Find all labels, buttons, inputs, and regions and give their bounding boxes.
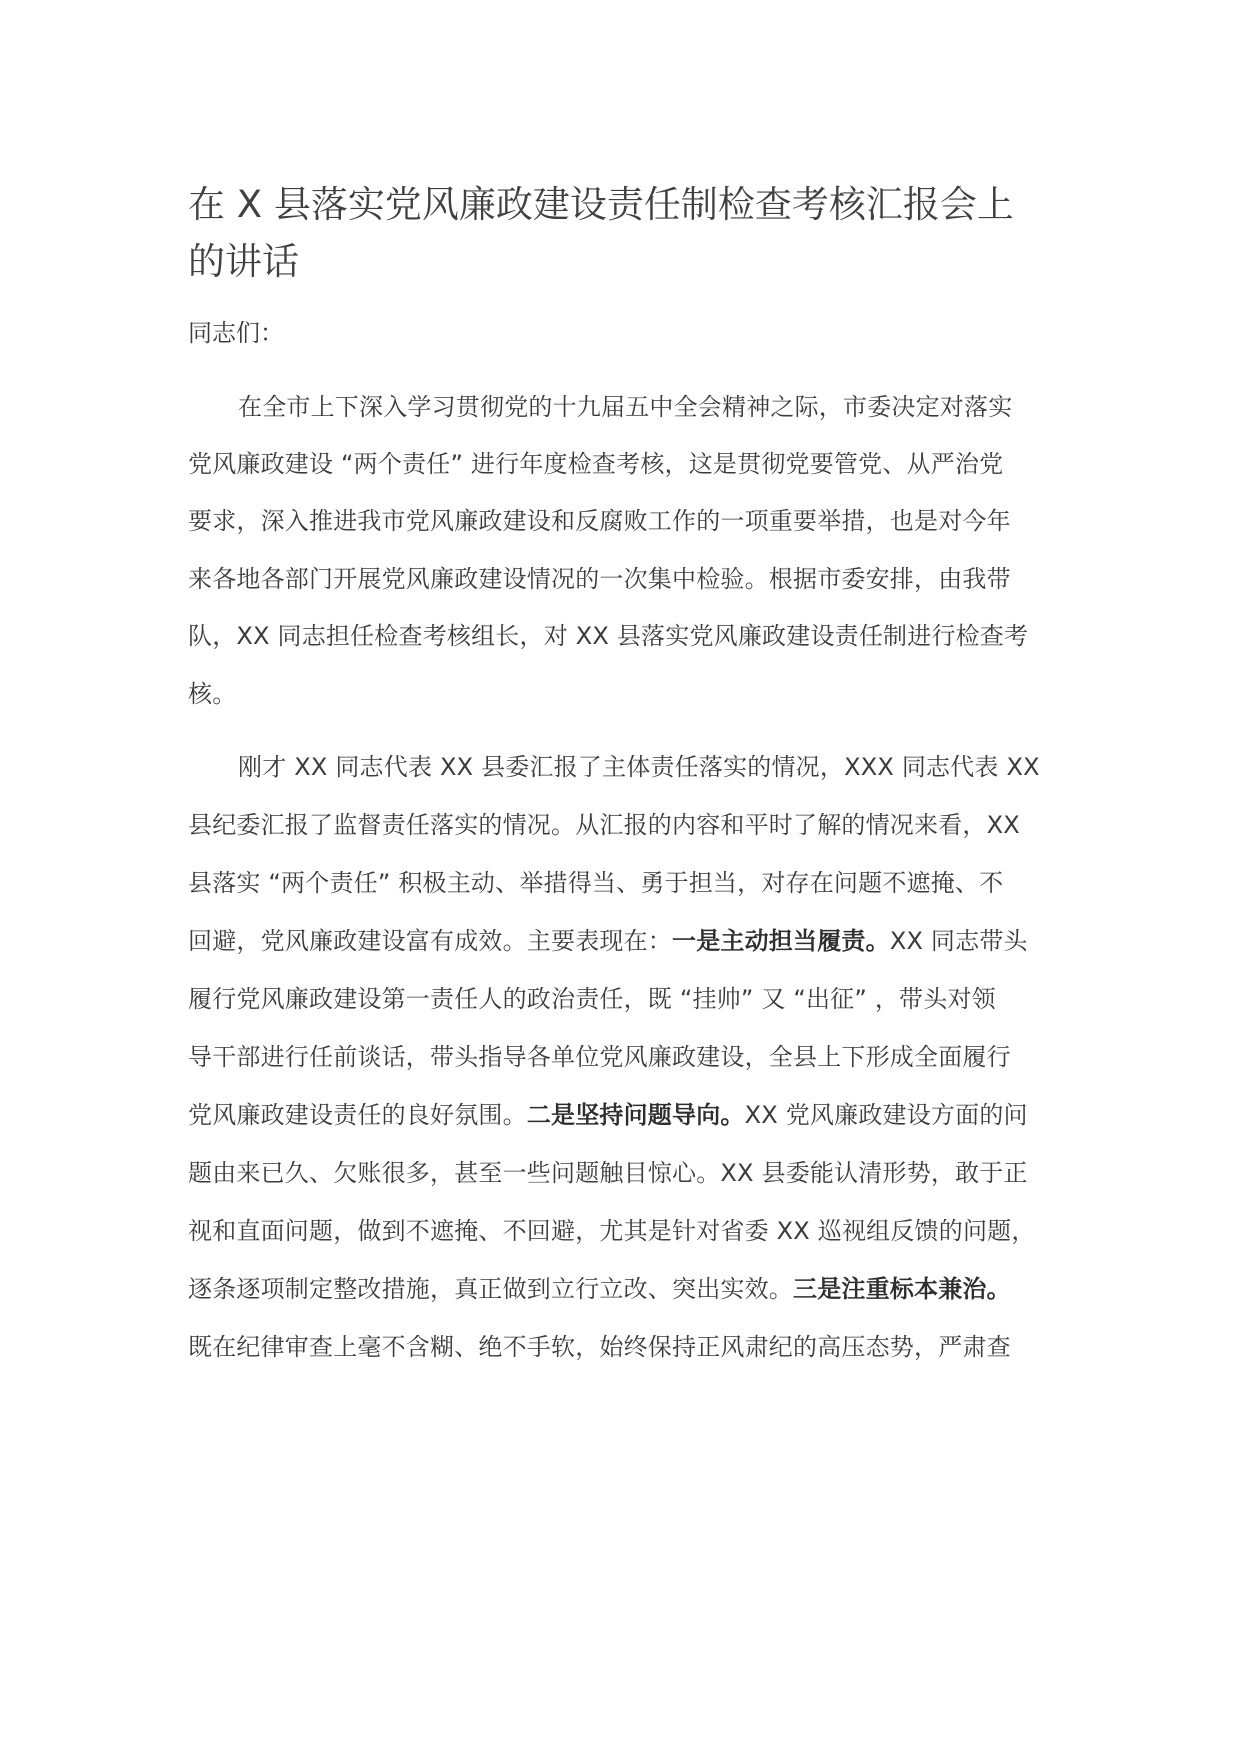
text-segment: 导干部进行任前谈话，带头指导各单位党风廉政建设，全县上下形成全面履行 bbox=[188, 1043, 1011, 1071]
paragraph-line bbox=[188, 621, 1068, 651]
bold-highlight-1: 一是主动担当履责。 bbox=[672, 927, 890, 955]
text-segment: 县纪委汇报了监督责任落实的情况。从汇报的内容和平时了解的情况来看，XX bbox=[188, 811, 1020, 839]
text-segment: 队，XX 同志担任检查考核组长，对 XX 县落实党风廉政建设责任制进行检查考 bbox=[188, 622, 1029, 650]
text-segment: 核。 bbox=[188, 680, 237, 708]
paragraph-line bbox=[188, 564, 1068, 594]
text-segment: 视和直面问题，做到不遮掩、不回避，尤其是针对省委 XX 巡视组反馈的问题， bbox=[188, 1217, 1036, 1245]
text-segment: 刚才 XX 同志代表 XX 县委汇报了主体责任落实的情况，XXX 同志代表 XX bbox=[238, 753, 1040, 781]
text-segment: XX 党风廉政建设方面的问 bbox=[744, 1101, 1028, 1129]
paragraph-line bbox=[188, 1332, 1068, 1362]
paragraph-line bbox=[238, 392, 1118, 422]
text-segment: 县落实 “两个责任” 积极主动、举措得当、勇于担当，对存在问题不遮掩、不 bbox=[188, 869, 1004, 897]
text-segment: 来各地各部门开展党风廉政建设情况的一次集中检验。根据市委安排，由我带 bbox=[188, 565, 1011, 593]
paragraph-line bbox=[188, 810, 1068, 840]
paragraph-line bbox=[188, 1042, 1068, 1072]
paragraph-line bbox=[188, 679, 1068, 709]
text-segment: 在全市上下深入学习贯彻党的十九届五中全会精神之际，市委决定对落实 bbox=[238, 393, 1013, 421]
greeting: 同志们： bbox=[188, 319, 284, 347]
paragraph-line bbox=[188, 926, 1068, 956]
paragraph-line bbox=[188, 506, 1068, 536]
text-segment: 履行党风廉政建设第一责任人的政治责任，既 “挂帅” 又 “出征” ，带头对领 bbox=[188, 985, 996, 1013]
bold-highlight-3: 三是注重标本兼治。 bbox=[793, 1275, 1011, 1303]
paragraph-line bbox=[238, 752, 1118, 782]
paragraph-line bbox=[188, 1158, 1068, 1188]
text-segment: 要求，深入推进我市党风廉政建设和反腐败工作的一项重要举措，也是对今年 bbox=[188, 507, 1011, 535]
text-segment: XX 同志带头 bbox=[889, 927, 1028, 955]
document-title-line-2: 的讲话 bbox=[188, 240, 299, 283]
document-title-line-1: 在 X 县落实党风廉政建设责任制检查考核汇报会上 bbox=[188, 183, 1014, 226]
paragraph-line bbox=[188, 984, 1068, 1014]
text-segment: 题由来已久、欠账很多，甚至一些问题触目惊心。XX 县委能认清形势，敢于正 bbox=[188, 1159, 1028, 1187]
text-segment: 党风廉政建设 “两个责任” 进行年度检查考核，这是贯彻党要管党、从严治党 bbox=[188, 450, 1004, 478]
text-segment: 逐条逐项制定整改措施，真正做到立行立改、突出实效。 bbox=[188, 1275, 793, 1303]
text-segment: 党风廉政建设责任的良好氛围。 bbox=[188, 1101, 527, 1129]
text-segment: 回避，党风廉政建设富有成效。主要表现在： bbox=[188, 927, 672, 955]
paragraph-line bbox=[188, 1216, 1068, 1246]
paragraph-line bbox=[188, 1274, 1068, 1304]
paragraph-line bbox=[188, 449, 1068, 479]
paragraph-line bbox=[188, 1100, 1068, 1130]
bold-highlight-2: 二是坚持问题导向。 bbox=[526, 1101, 745, 1129]
paragraph-line bbox=[188, 868, 1068, 898]
text-segment: 既在纪律审查上毫不含糊、绝不手软，始终保持正风肃纪的高压态势，严肃查 bbox=[188, 1333, 1011, 1361]
